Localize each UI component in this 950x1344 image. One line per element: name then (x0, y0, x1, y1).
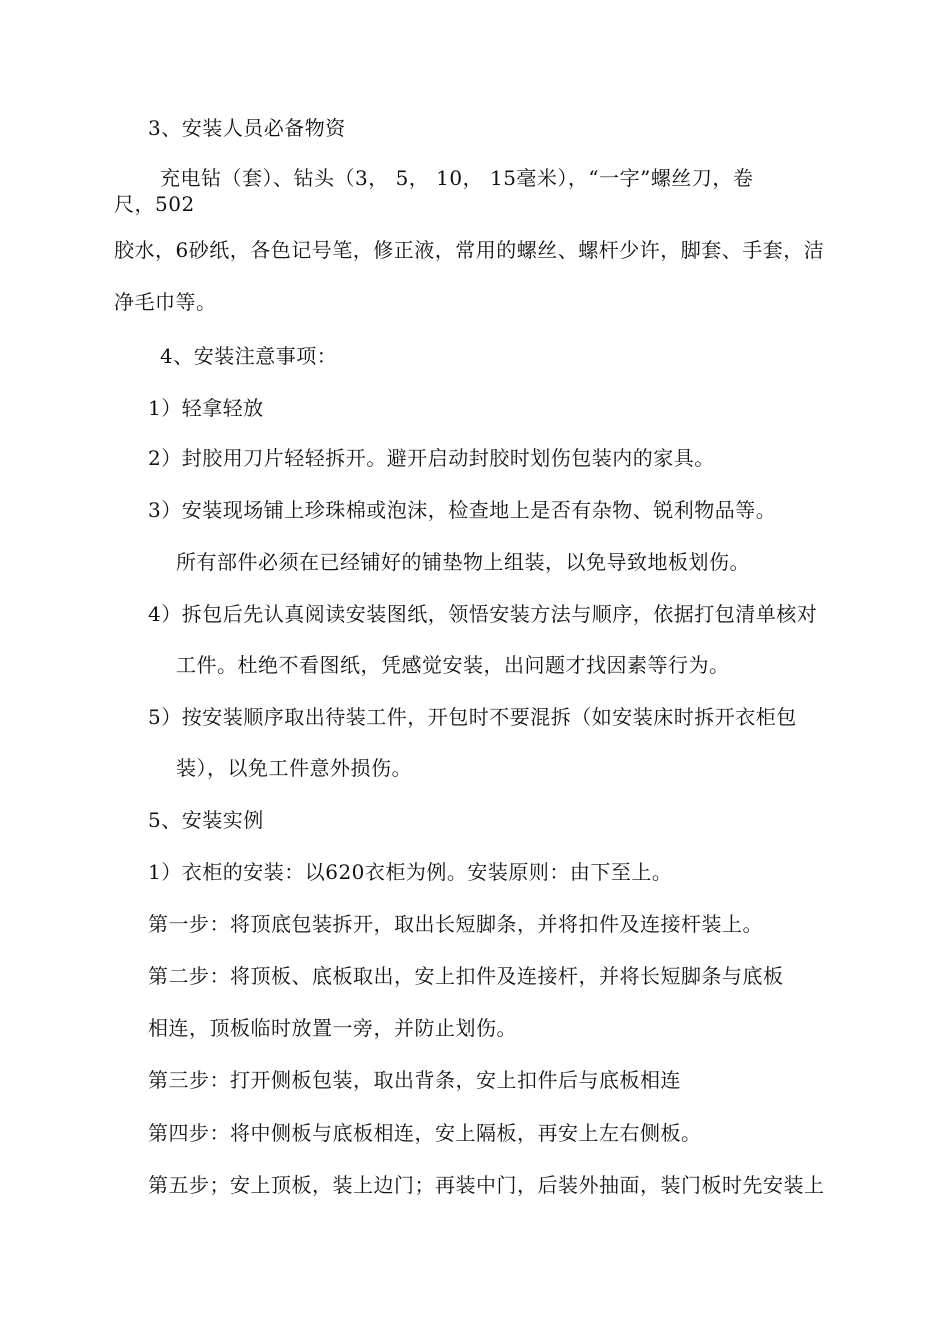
section-5-heading: 5、安装实例 (148, 808, 264, 832)
paragraph-line: 充电钻（套）、钻头（3， 5， 10， 15毫米），“一字”螺丝刀，卷 (160, 166, 754, 190)
paragraph-line: 胶水，6砂纸，各色记号笔，修正液，常用的螺丝、螺杆少许，脚套、手套，洁 (114, 238, 825, 262)
list-item-continuation: 装），以免工件意外损伤。 (176, 756, 412, 780)
list-item: 2）封胶用刀片轻轻拆开。避开启动封胶时划伤包装内的家具。 (148, 446, 715, 470)
step-line-continuation: 相连，顶板临时放置一旁，并防止划伤。 (148, 1016, 517, 1040)
step-line: 第五步；安上顶板，装上边门；再装中门，后装外抽面，装门板时先安装上 (148, 1173, 825, 1197)
list-item-continuation: 所有部件必须在已经铺好的铺垫物上组装，以免导致地板划伤。 (176, 550, 750, 574)
list-item: 5）按安装顺序取出待装工件，开包时不要混拆（如安装床时拆开衣柜包 (148, 705, 797, 729)
list-item: 4）拆包后先认真阅读安装图纸，领悟安装方法与顺序，依据打包清单核对 (148, 602, 818, 626)
section-4-heading: 4、安装注意事项： (160, 344, 338, 368)
section-3-heading: 3、安装人员必备物资 (148, 116, 346, 140)
step-line: 第三步：打开侧板包装，取出背条，安上扣件后与底板相连 (148, 1068, 681, 1092)
step-line: 第一步：将顶底包装拆开，取出长短脚条，并将扣件及连接杆装上。 (148, 912, 763, 936)
paragraph-line: 尺，502 (114, 192, 195, 216)
paragraph-line: 净毛巾等。 (114, 290, 217, 314)
list-item: 3）安装现场铺上珍珠棉或泡沫，检查地上是否有杂物、锐利物品等。 (148, 498, 777, 522)
list-item: 1）衣柜的安装：以620衣柜为例。安装原则：由下至上。 (148, 860, 673, 884)
step-line: 第二步：将顶板、底板取出，安上扣件及连接杆，并将长短脚条与底板 (148, 964, 784, 988)
step-line: 第四步：将中侧板与底板相连，安上隔板，再安上左右侧板。 (148, 1121, 702, 1145)
list-item: 1）轻拿轻放 (148, 396, 264, 420)
list-item-continuation: 工件。杜绝不看图纸，凭感觉安装，出问题才找因素等行为。 (176, 653, 730, 677)
